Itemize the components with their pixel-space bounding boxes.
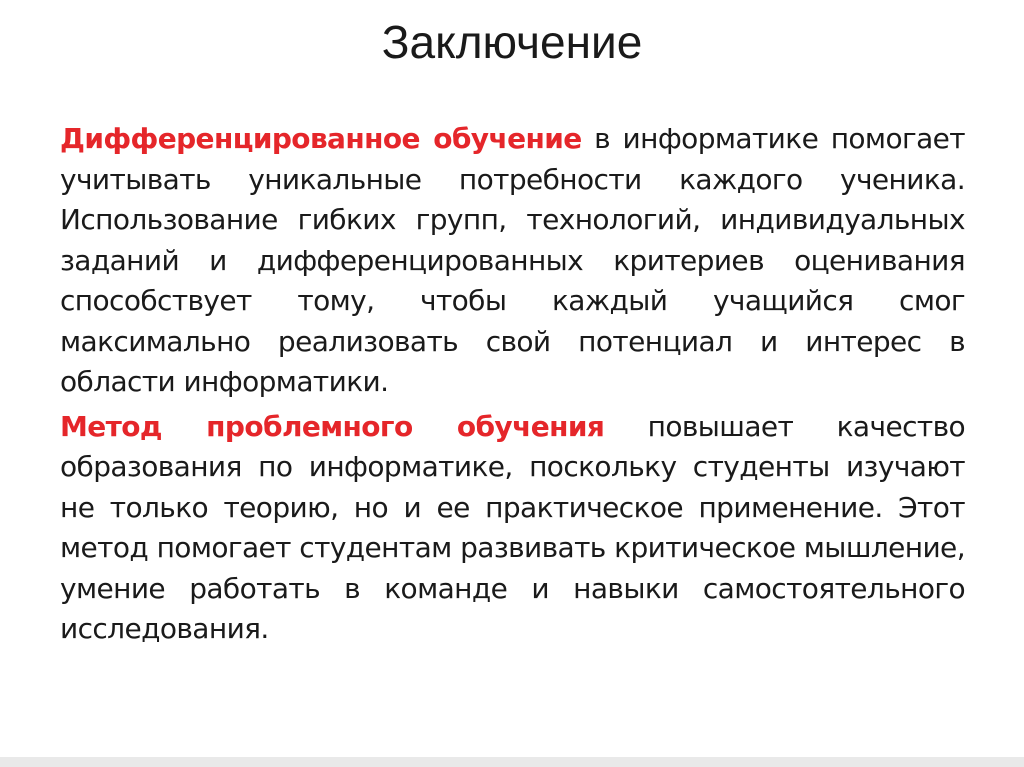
highlighted-term: Дифференцированное обучение (60, 122, 582, 155)
paragraph-problem-based-learning (60, 407, 965, 650)
paragraph-text: в информатике помогает учитывать уникальные потребности каждого ученика. Использование гибких групп, технологий, индивидуальных заданий и дифференцированных критериев оценивания способствует тому, чтобы каждый учащийся смог максимально реализовать свой потенциал и интерес в области информатики. (60, 122, 965, 398)
slide-footer-strip (0, 757, 1024, 767)
paragraph-text: повышает качество образования по информатике, поскольку студенты изучают не только теорию, но и ее практическое применение. Этот метод помогает студентам развивать критическое мышление, умение работать в команде и навыки самостоятельного исследования. (60, 409, 966, 645)
paragraph-differentiated-learning (60, 119, 965, 403)
slide-title: Заключение (381, 16, 643, 68)
highlighted-term: Метод проблемного обучения (60, 409, 605, 443)
slide-body (60, 119, 965, 654)
